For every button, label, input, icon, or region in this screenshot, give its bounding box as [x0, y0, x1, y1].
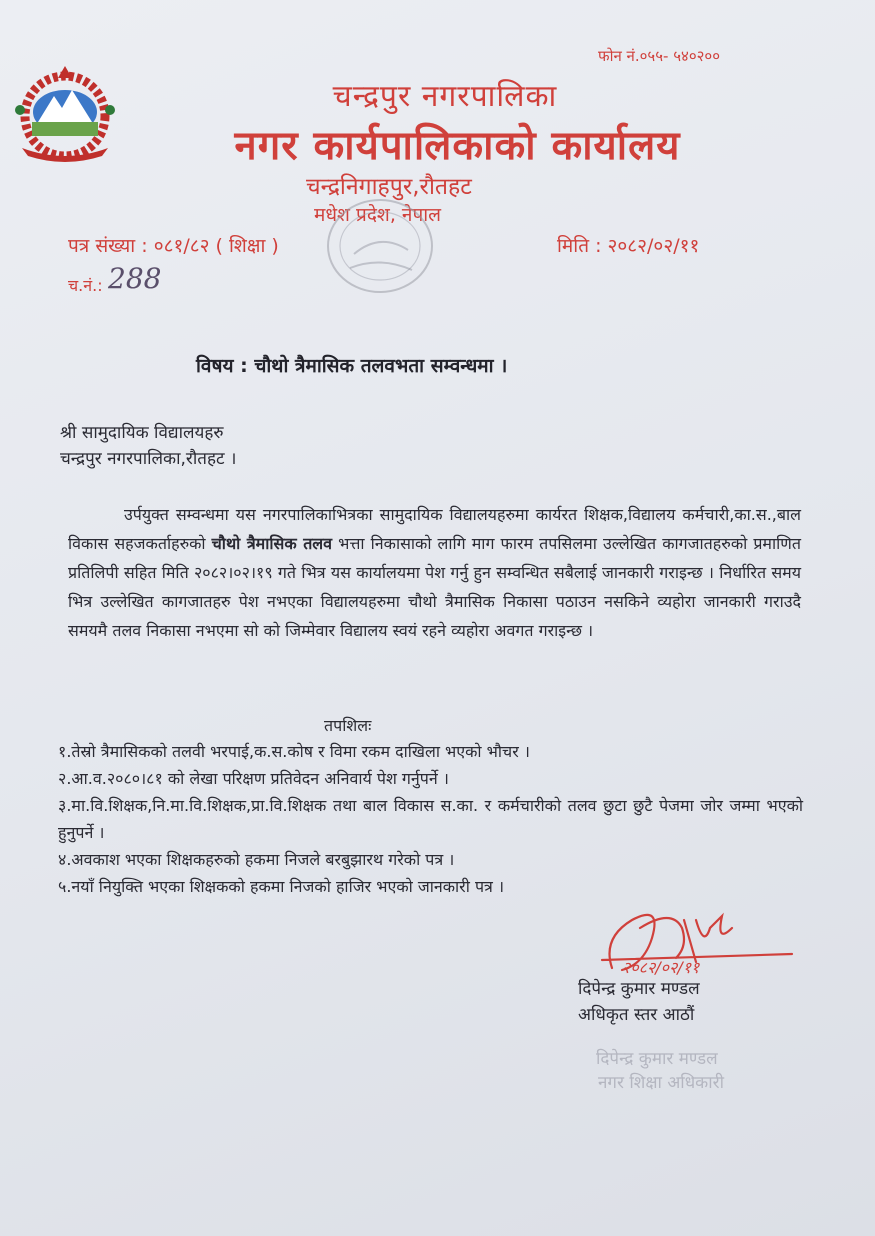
signer-name: दिपेन्द्र कुमार मण्डल: [578, 979, 700, 999]
office-name: नगर कार्यपालिकाको कार्यालय: [234, 123, 681, 169]
body-text-part-1: उर्पयुक्त सम्वन्धमा यस नगरपालिकाभित्रका सामुदायिक विद्यालयहरुमा कार्यरत शिक्षक,विद्यालय कर्मचारी,का.स.,बाल विकास सहजकर्ताहरुको: [68, 505, 801, 553]
address-line-1: चन्द्रनिगाहपुर,रौतहट: [306, 174, 472, 200]
phone-number: फोन नं.०५५- ५४०२००: [598, 47, 721, 65]
office-stamp: [320, 192, 440, 300]
list-item: २.आ.व.२०८०।८१ को लेखा परिक्षण प्रतिवेदन अनिवार्य पेश गर्नुपर्ने ।: [58, 769, 449, 788]
signer-title: अधिकृत स्तर आठौं: [578, 1005, 695, 1025]
letter-number: पत्र संख्या : ०८१/८२ ( शिक्षा ): [68, 235, 279, 257]
dispatch-number: 288: [108, 262, 162, 295]
letter-date: मिति : २०८२/०२/११: [557, 235, 700, 257]
annex-list: [58, 738, 803, 900]
recipient-line-2: चन्द्रपुर नगरपालिका,रौतहट ।: [60, 449, 237, 469]
body-text-part-2: भत्ता निकासाको लागि माग फारम तपसिलमा उल्लेखित कागजातहरुको प्रमाणित प्रतिलिपी सहित मिति २०८२।०२।१९ गते भित्र यस कार्यालयमा पेश गर्नु हुन सम्वन्धित सबैलाई जानकारी गराइन्छ । निर्धारित समय भित्र उल्लेखित कागजातहरु पेश नभएका विद्यालयहरुमा चौथो त्रैमासिक निकासा पठाउन नसकिने व्यहोरा जानकारी गराउदै समयमै तलव निकासा नभएमा सो को जिम्मेवार विद्यालय स्वयं रहने व्यहोरा अवगत गराइन्छ ।: [68, 534, 801, 640]
municipality-name: चन्द्रपुर नगरपालिका: [332, 79, 558, 114]
subject-line: विषय : चौथो त्रैमासिक तलवभता सम्वन्धमा ।: [196, 355, 508, 377]
list-item: १.तेस्रो त्रैमासिकको तलवी भरपाई,क.स.कोष र विमा रकम दाखिला भएको भौचर ।: [58, 742, 530, 761]
body-text-bold: चौथो त्रैमासिक तलव: [211, 534, 333, 553]
designation-stamp: नगर शिक्षा अधिकारी: [598, 1073, 724, 1093]
dispatch-number-label: च.नं.:: [68, 276, 103, 295]
address-line-2: मधेश प्रदेश, नेपाल: [314, 204, 442, 226]
name-stamp: दिपेन्द्र कुमार मण्डल: [596, 1049, 718, 1069]
annex-title: तपशिलः: [324, 716, 372, 735]
list-item: ३.मा.वि.शिक्षक,नि.मा.वि.शिक्षक,प्रा.वि.शिक्षक तथा बाल विकास स.का. र कर्मचारीको तलव छुटा छुटै पेजमा जोर जम्मा भएको हुनुपर्ने ।: [58, 796, 803, 842]
signature-date: २०८२/०२/११: [622, 958, 700, 977]
recipient-line-1: श्री सामुदायिक विद्यालयहरु: [60, 423, 224, 443]
list-item: ५.नयाँ नियुक्ति भएका शिक्षकको हकमा निजको हाजिर भएको जानकारी पत्र ।: [58, 877, 505, 896]
list-item: ४.अवकाश भएका शिक्षकहरुको हकमा निजले बरबुझारथ गरेको पत्र ।: [58, 850, 455, 869]
body-paragraph: [68, 500, 801, 645]
